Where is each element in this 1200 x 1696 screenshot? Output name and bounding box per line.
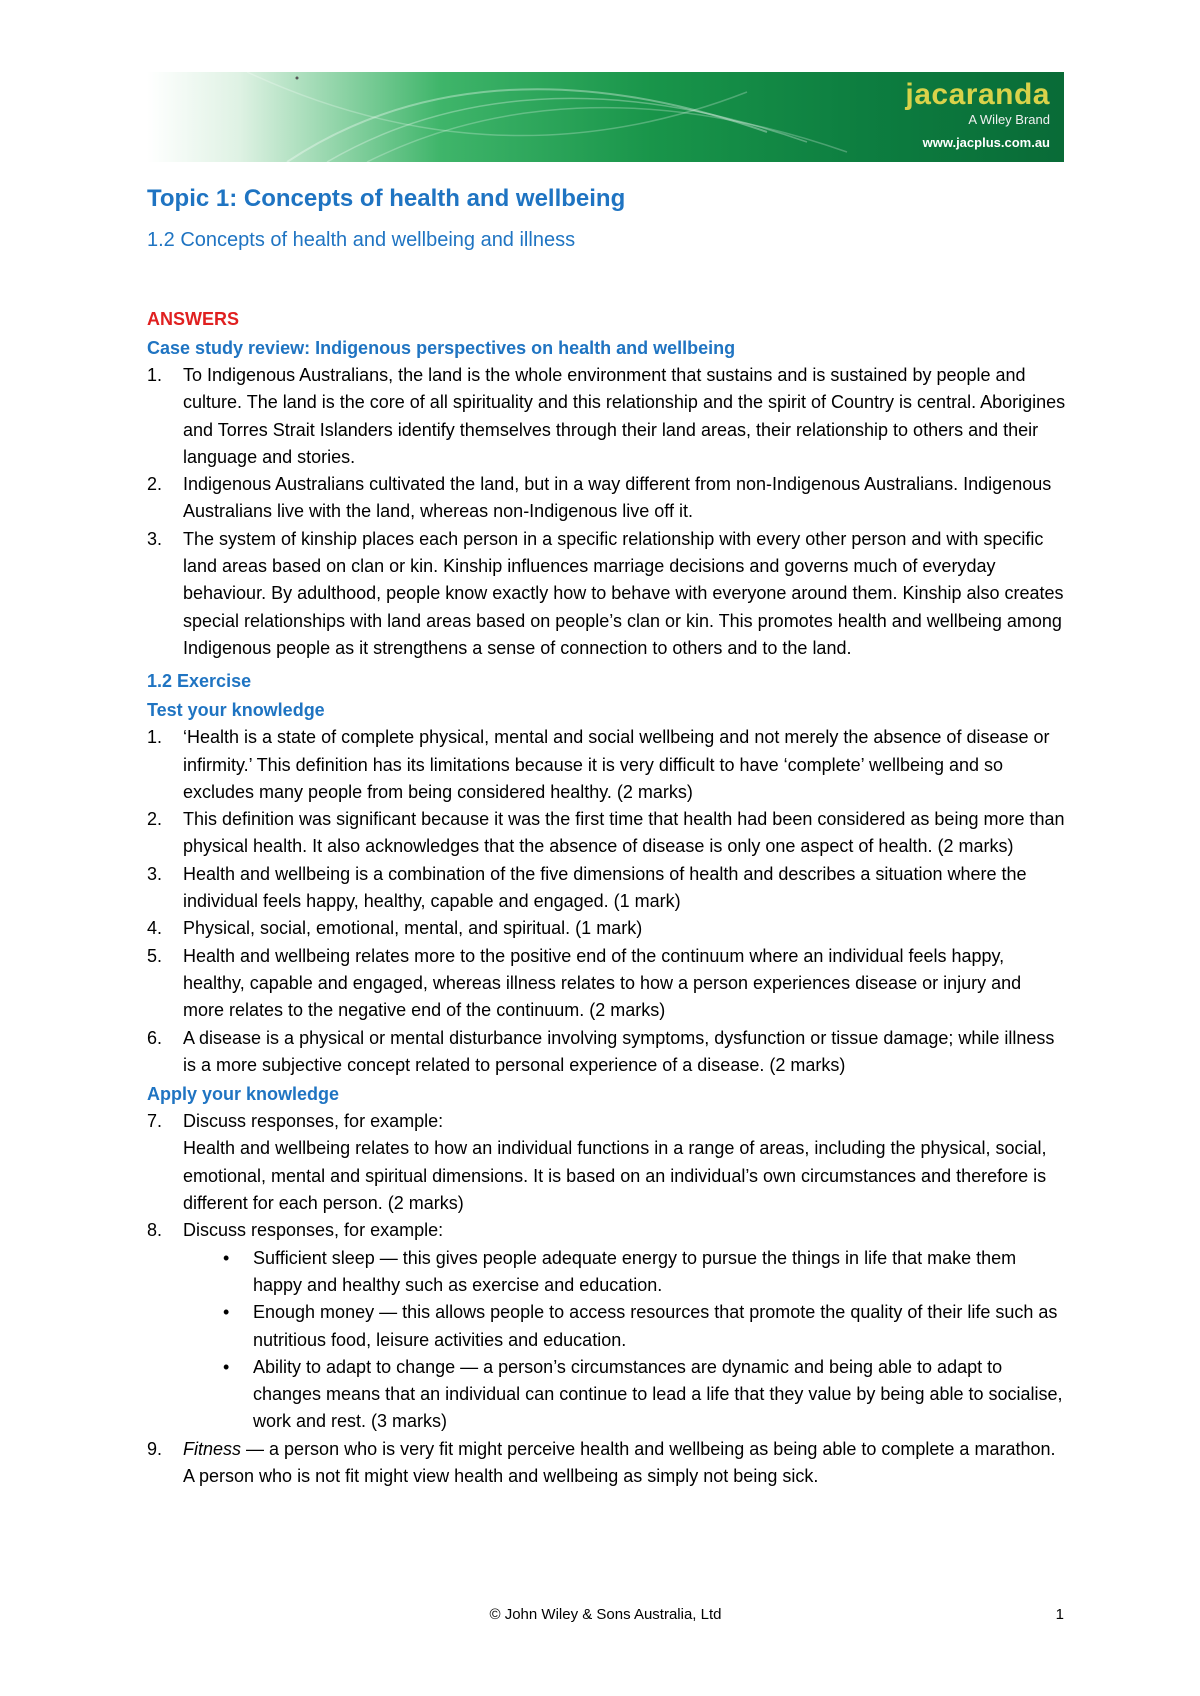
footer-copyright: © John Wiley & Sons Australia, Ltd: [489, 1606, 722, 1623]
item-number: 3.: [147, 528, 163, 549]
item-number: 5.: [147, 945, 163, 966]
bullet-item: [223, 1245, 1067, 1300]
case-study-heading: Case study review: Indigenous perspectives on health and wellbeing: [147, 338, 736, 358]
brand-logo: [905, 80, 1050, 150]
bullet-list: [183, 1245, 1067, 1436]
exercise-heading: 1.2 Exercise: [147, 671, 252, 692]
list-item: [147, 362, 1067, 471]
apply-knowledge-list: [147, 1108, 1067, 1490]
item-text: Indigenous Australians cultivated the land, but in a way different from non-Indigenous Australians. Indigenous Australians live with the land, whereas non-Indigenous live off it.: [183, 474, 1052, 522]
bullet-icon: •: [223, 1247, 230, 1268]
list-item: [147, 526, 1067, 662]
case-study-list: [147, 362, 1067, 662]
page-number: 1: [1055, 1606, 1064, 1623]
bullet-text: Enough money — this allows people to access resources that promote the quality of their life such as nutritious food, leisure activities and education.: [253, 1302, 1058, 1350]
item-number: 2.: [147, 474, 163, 495]
brand-url[interactable]: www.jacplus.com.au: [922, 135, 1050, 150]
list-item: [147, 1025, 1067, 1080]
subtopic-title: 1.2 Concepts of health and wellbeing and illness: [147, 229, 576, 251]
test-knowledge-heading: Test your knowledge: [147, 700, 325, 721]
topic-title: Topic 1: Concepts of health and wellbeing: [147, 185, 626, 212]
item-text: This definition was significant because it was the first time that health had been considered as being more than physical health. It also acknowledges that the absence of disease is only one aspect of health. (2 marks): [183, 809, 1065, 857]
header-banner: [147, 72, 1064, 162]
list-item: [147, 1108, 1067, 1217]
bullet-icon: •: [223, 1302, 230, 1323]
item-text: To Indigenous Australians, the land is the whole environment that sustains and is sustained by people and culture. The land is the core of all spirituality and this relationship and the spirit of Country is central. Aborigines and Torres Strait Islanders identify themselves through their land areas, their relationship to others and their language and stories.: [183, 365, 1066, 467]
list-item: [147, 943, 1067, 1025]
item-text: Health and wellbeing relates to how an individual functions in a range of areas, including the physical, social, emotional, mental and spiritual dimensions. It is based on an individual’s own circumstances and therefore is different for each person. (2 marks): [183, 1138, 1047, 1214]
test-knowledge-list: [147, 724, 1067, 1079]
brand-name: jacaranda: [905, 78, 1050, 111]
item-text: Health and wellbeing is a combination of the five dimensions of health and describes a situation where the individual feels happy, healthy, capable and engaged. (1 mark): [183, 863, 1027, 912]
list-item: [147, 1217, 1067, 1435]
item-text: ‘Health is a state of complete physical, mental and social wellbeing and not merely the absence of disease or infirmity.’ This definition has its limitations because it is very difficult to have ‘complete’ wellbeing and so excludes many people from being considered healthy. (2 marks): [183, 727, 1050, 802]
brand-tagline: A Wiley Brand: [968, 112, 1050, 127]
list-item: [147, 915, 1067, 942]
item-number: 6.: [147, 1027, 163, 1048]
list-item: [147, 724, 1067, 806]
list-item: [147, 471, 1067, 526]
answers-label: ANSWERS: [147, 309, 240, 329]
item-number: 7.: [147, 1111, 163, 1132]
list-item: [147, 806, 1067, 861]
item-number: 3.: [147, 863, 163, 884]
document-body: [147, 182, 1067, 1490]
item-number: 1.: [147, 727, 163, 748]
bullet-item: [223, 1299, 1067, 1354]
item-text: A disease is a physical or mental disturbance involving symptoms, dysfunction or tissue damage; while illness is a more subjective concept related to personal experience of a disease. (2 marks): [183, 1027, 1055, 1075]
apply-knowledge-heading: Apply your knowledge: [147, 1084, 340, 1105]
list-item: [147, 1436, 1067, 1491]
list-item: [147, 861, 1067, 916]
item-text: Health and wellbeing relates more to the positive end of the continuum where an individual feels happy, healthy, capable and engaged, whereas illness relates to how a person experiences disease or injury and more relates to the negative end of the continuum. (2 marks): [183, 945, 1022, 1021]
bullet-item: [223, 1354, 1067, 1436]
item-text: Physical, social, emotional, mental, and spiritual. (1 mark): [183, 918, 643, 939]
bullet-icon: •: [223, 1356, 230, 1377]
bullet-text: Ability to adapt to change — a person’s circumstances are dynamic and being able to adapt to changes means that an individual can continue to lead a life that they value by being able to socialise, work and rest. (3 marks): [253, 1356, 1063, 1432]
item-text: The system of kinship places each person in a specific relationship with every other person and with specific land areas based on clan or kin. Kinship influences marriage decisions and governs much of everyday behaviour. By adulthood, people know exactly how to behave with everyone around them. Kinship also creates special relationships with land areas based on people’s clan or kin. This promotes health and wellbeing among Indigenous people as it strengthens a sense of connection to others and to the land.: [183, 528, 1064, 658]
item-lead: Discuss responses, for example:: [183, 1111, 444, 1132]
item-number: 8.: [147, 1220, 163, 1241]
bullet-text: Sufficient sleep — this gives people adequate energy to pursue the things in life that make them happy and healthy such as exercise and education.: [253, 1247, 1017, 1295]
item-number: 9.: [147, 1438, 163, 1459]
page-footer: [147, 1606, 1064, 1630]
item-number: 1.: [147, 365, 163, 385]
item-lead: Discuss responses, for example:: [183, 1220, 444, 1241]
item-number: 2.: [147, 809, 163, 830]
item-number: 4.: [147, 918, 163, 939]
item-text: — a person who is very fit might perceive health and wellbeing as being able to complete a marathon. A person who is not fit might view health and wellbeing as simply not being sick.: [183, 1438, 1056, 1486]
item-term: Fitness: [183, 1438, 242, 1459]
